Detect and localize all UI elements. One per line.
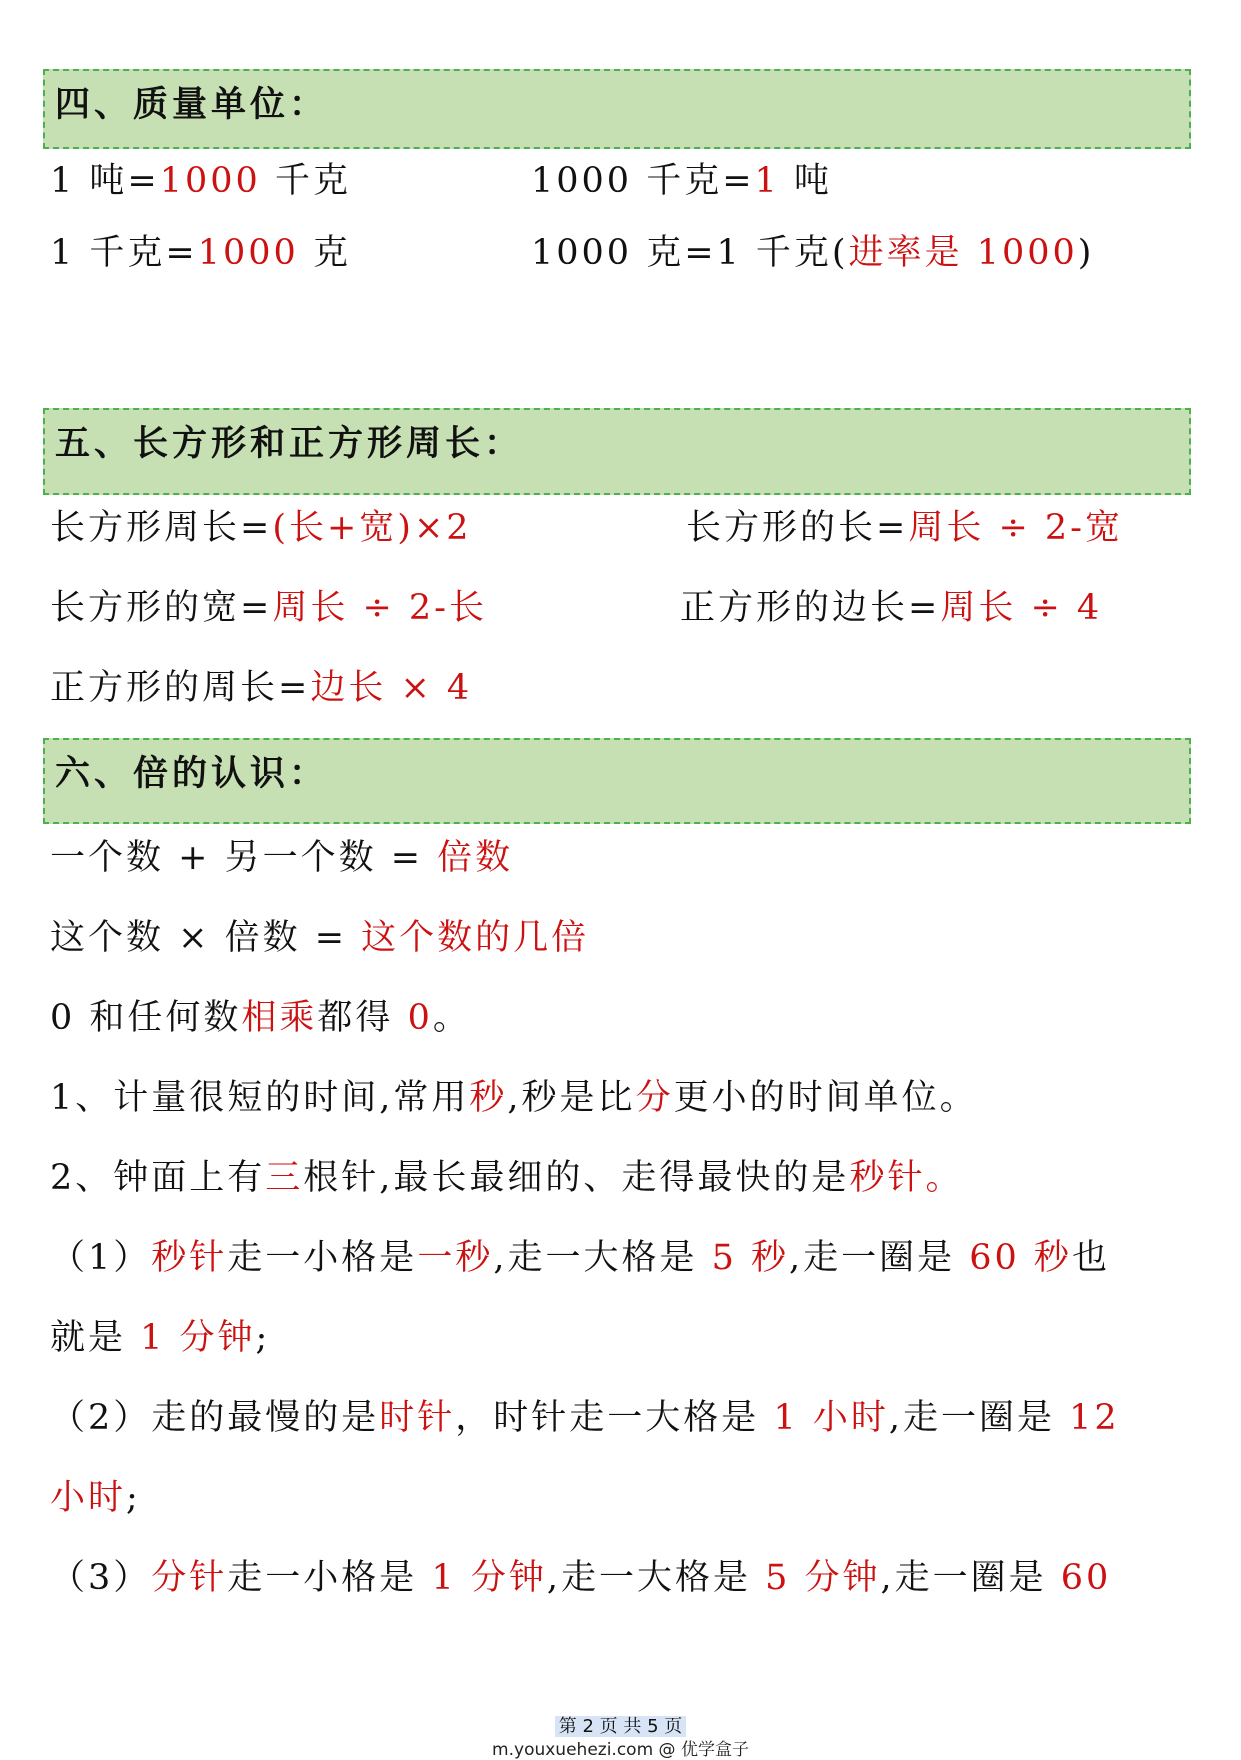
formula-line: 这个数 × 倍数 = 这个数的几倍 [50,918,590,958]
paragraph-line: （2）走的最慢的是时针，时针走一大格是 1 小时,走一圈是 12 [50,1398,1120,1438]
section-header-6 [43,738,1191,824]
formula-line: 长方形周长=(长+宽)×2 [50,508,472,548]
paragraph-line: 1、计量很短的时间,常用秒,秒是比分更小的时间单位。 [50,1078,978,1118]
formula-line: 1 千克=1000 克 [50,233,351,273]
formula-line: 1000 克=1 千克(进率是 1000) [531,233,1095,273]
paragraph-line: （3）分针走一小格是 1 分钟,走一大格是 5 分钟,走一圈是 60 [50,1558,1112,1598]
paragraph-line: 小时; [50,1478,141,1518]
paragraph-line: 2、钟面上有三根针,最长最细的、走得最快的是秒针。 [50,1158,964,1198]
formula-line: 0 和任何数相乘都得 0。 [50,998,471,1038]
section-header-4 [43,69,1191,149]
formula-line: 正方形的周长=边长 × 4 [50,668,473,708]
formula-line: 正方形的边长=周长 ÷ 4 [680,588,1103,628]
page-number: 第 2 页 共 5 页 [0,1712,1241,1738]
formula-line: 长方形的宽=周长 ÷ 2-长 [50,588,487,628]
section-title: 五、长方形和正方形周长： [55,423,524,464]
section-title: 六、倍的认识： [55,753,329,794]
watermark: m.youxuehezi.com @ 优学盒子 [492,1740,749,1760]
paragraph-line: （1）秒针走一小格是一秒,走一大格是 5 秒,走一圈是 60 秒也 [50,1238,1110,1278]
formula-line: 一个数 + 另一个数 = 倍数 [50,838,514,878]
formula-line: 1000 千克=1 吨 [531,161,832,201]
section-title: 四、质量单位： [55,84,329,125]
paragraph-line: 就是 1 分钟; [50,1318,271,1358]
formula-line: 1 吨=1000 千克 [50,161,351,201]
section-header-5 [43,408,1191,495]
formula-line: 长方形的长=周长 ÷ 2-宽 [686,508,1123,548]
